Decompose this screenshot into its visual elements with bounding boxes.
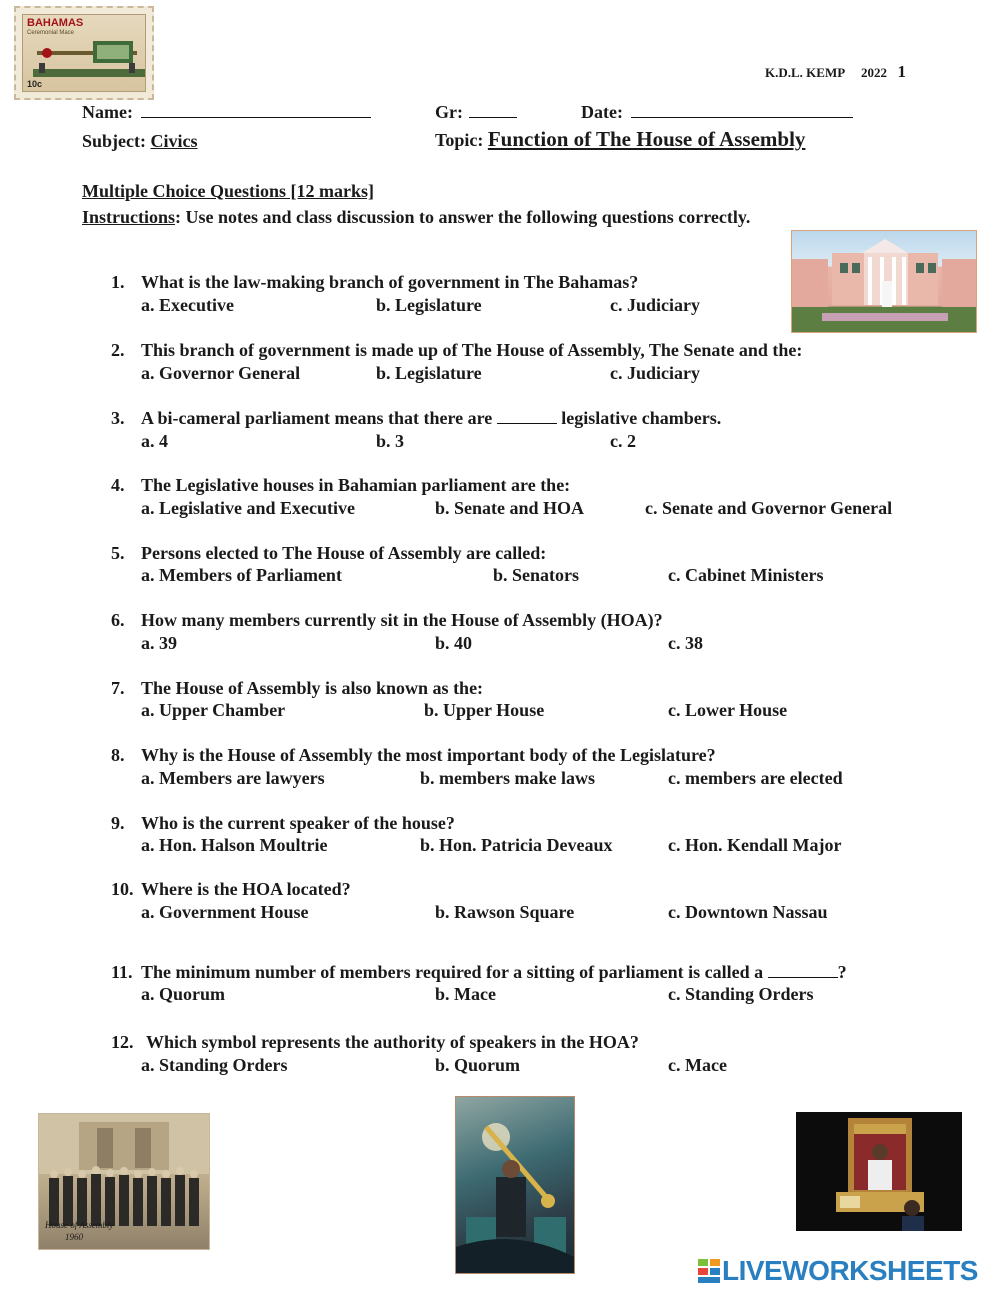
q2-option-a[interactable]: a. Governor General [141, 363, 301, 383]
instructions-text: : Use notes and class discussion to answer the following questions correctly. [175, 207, 751, 227]
q6-option-a[interactable]: a. 39 [141, 633, 177, 653]
q1-option-a[interactable]: a. Executive [141, 295, 234, 315]
stamp-value: 10c [27, 79, 43, 89]
question-text: Where is the HOA located? [141, 879, 351, 899]
q8-option-a[interactable]: a. Members are lawyers [141, 768, 325, 788]
question-10: 10. Where is the HOA located? [111, 879, 351, 899]
liveworksheets-logo-icon [698, 1259, 720, 1283]
name-label: Name: [82, 102, 133, 122]
liveworksheets-logo [698, 1255, 978, 1287]
question-text-after: legislative chambers. [561, 408, 722, 428]
question-text: Which symbol represents the authority of speakers in the HOA? [146, 1032, 639, 1052]
q4-option-b[interactable]: b. Senate and HOA [435, 498, 585, 518]
q4-option-a[interactable]: a. Legislative and Executive [141, 498, 355, 518]
q4-option-c[interactable]: c. Senate and Governor General [645, 498, 893, 518]
question-12: 12. Which symbol represents the authority of speakers in the HOA? [111, 1032, 639, 1052]
section-title: Multiple Choice Questions [12 marks] [82, 181, 374, 201]
speaker-photo [796, 1112, 962, 1231]
subject-line [82, 130, 198, 152]
q9-option-c[interactable]: c. Hon. Kendall Major [668, 835, 842, 855]
author-name: K.D.L. KEMP [765, 65, 845, 80]
q5-option-c[interactable]: c. Cabinet Ministers [668, 565, 824, 585]
photo-year: 1960 [65, 1232, 83, 1242]
mace-illustration [33, 37, 145, 81]
q1-option-c[interactable]: c. Judiciary [610, 295, 700, 315]
q7-option-c[interactable]: c. Lower House [668, 700, 788, 720]
q11-option-c[interactable]: c. Standing Orders [668, 984, 814, 1004]
stamp-title: BAHAMAS [27, 17, 84, 29]
question-11: 11. The minimum number of members required for a sitting of parliament is called a ? [111, 962, 847, 982]
question-3: 3. A bi-cameral parliament means that there are legislative chambers. [111, 408, 722, 428]
q12-option-c[interactable]: c. Mace [668, 1055, 727, 1075]
subject-label: Subject: [82, 131, 146, 151]
q11-blank[interactable] [768, 961, 838, 978]
date-label: Date: [581, 102, 623, 122]
q5-option-b[interactable]: b. Senators [493, 565, 580, 585]
q11-option-b[interactable]: b. Mace [435, 984, 496, 1004]
q10-option-c[interactable]: c. Downtown Nassau [668, 902, 828, 922]
year: 2022 [860, 65, 887, 80]
bahamas-stamp-image [14, 6, 154, 100]
q9-option-a[interactable]: a. Hon. Halson Moultrie [141, 835, 328, 855]
question-5: 5. Persons elected to The House of Assembly are called: [111, 543, 547, 563]
q11-option-a[interactable]: a. Quorum [141, 984, 226, 1004]
q6-option-c[interactable]: c. 38 [668, 633, 703, 653]
q8-option-b[interactable]: b. members make laws [420, 768, 595, 788]
liveworksheets-wordmark: LIVEWORKSHEETS [722, 1255, 978, 1286]
q8-option-c[interactable]: c. members are elected [668, 768, 843, 788]
instructions-label: Instructions [82, 207, 176, 227]
q1-option-b[interactable]: b. Legislature [376, 295, 482, 315]
page-number: 1 [897, 62, 906, 81]
mace-painting-image [455, 1096, 575, 1274]
q2-option-c[interactable]: c. Judiciary [610, 363, 700, 383]
name-blank[interactable] [141, 101, 371, 118]
speaker-illustration [796, 1112, 962, 1231]
q12-option-a[interactable]: a. Standing Orders [141, 1055, 288, 1075]
question-7: 7. The House of Assembly is also known as the: [111, 678, 484, 698]
q10-option-b[interactable]: b. Rawson Square [435, 902, 575, 922]
question-9: 9. Who is the current speaker of the house? [111, 813, 455, 833]
question-text: Who is the current speaker of the house? [141, 813, 455, 833]
q7-option-a[interactable]: a. Upper Chamber [141, 700, 286, 720]
stamp-subtitle: Ceremonial Mace [27, 30, 75, 36]
question-text-before: The minimum number of members required for a sitting of parliament is called a [141, 962, 764, 982]
house-of-assembly-1960-photo [38, 1113, 210, 1250]
q3-option-a[interactable]: a. 4 [141, 431, 168, 451]
subject-value: Civics [150, 131, 198, 151]
instructions [82, 206, 750, 228]
q10-option-a[interactable]: a. Government House [141, 902, 309, 922]
q6-option-b[interactable]: b. 40 [435, 633, 473, 653]
question-8: 8. Why is the House of Assembly the most important body of the Legislature? [111, 745, 716, 765]
question-text: This branch of government is made up of The House of Assembly, The Senate and the: [141, 340, 803, 360]
question-text: How many members currently sit in the House of Assembly (HOA)? [141, 610, 663, 630]
parliament-building-photo [791, 230, 977, 333]
question-text: The Legislative houses in Bahamian parliament are the: [141, 475, 571, 495]
photo-caption: House of Assembly [45, 1220, 114, 1230]
q3-blank[interactable] [497, 407, 557, 424]
q9-option-b[interactable]: b. Hon. Patricia Deveaux [420, 835, 613, 855]
painting-illustration [456, 1097, 574, 1273]
question-text: Why is the House of Assembly the most important body of the Legislature? [141, 745, 716, 765]
grade-blank[interactable] [469, 101, 517, 118]
topic-line [435, 128, 805, 151]
author-line [765, 62, 906, 82]
date-blank[interactable] [631, 101, 853, 118]
question-text-after: ? [837, 962, 847, 982]
q5-option-a[interactable]: a. Members of Parliament [141, 565, 342, 585]
topic-value: Function of The House of Assembly [487, 127, 806, 151]
question-4: 4. The Legislative houses in Bahamian parliament are the: [111, 475, 571, 495]
question-text: The House of Assembly is also known as the: [141, 678, 484, 698]
q3-option-c[interactable]: c. 2 [610, 431, 636, 451]
grade-field[interactable] [435, 101, 517, 123]
question-2: 2. This branch of government is made up of The House of Assembly, The Senate and the: [111, 340, 803, 360]
q3-option-b[interactable]: b. 3 [376, 431, 405, 451]
question-6: 6. How many members currently sit in the House of Assembly (HOA)? [111, 610, 663, 630]
q2-option-b[interactable]: b. Legislature [376, 363, 482, 383]
question-text: What is the law-making branch of government in The Bahamas? [141, 272, 639, 292]
q7-option-b[interactable]: b. Upper House [424, 700, 545, 720]
topic-label: Topic: [435, 130, 484, 150]
date-field[interactable] [581, 101, 853, 123]
grade-label: Gr: [435, 102, 463, 122]
question-text-before: A bi-cameral parliament means that there are [141, 408, 493, 428]
question-1: 1. What is the law-making branch of government in The Bahamas? [111, 272, 639, 292]
question-text: Persons elected to The House of Assembly are called: [141, 543, 547, 563]
name-field[interactable] [82, 101, 371, 123]
q12-option-b[interactable]: b. Quorum [435, 1055, 521, 1075]
parliament-illustration [792, 231, 977, 333]
